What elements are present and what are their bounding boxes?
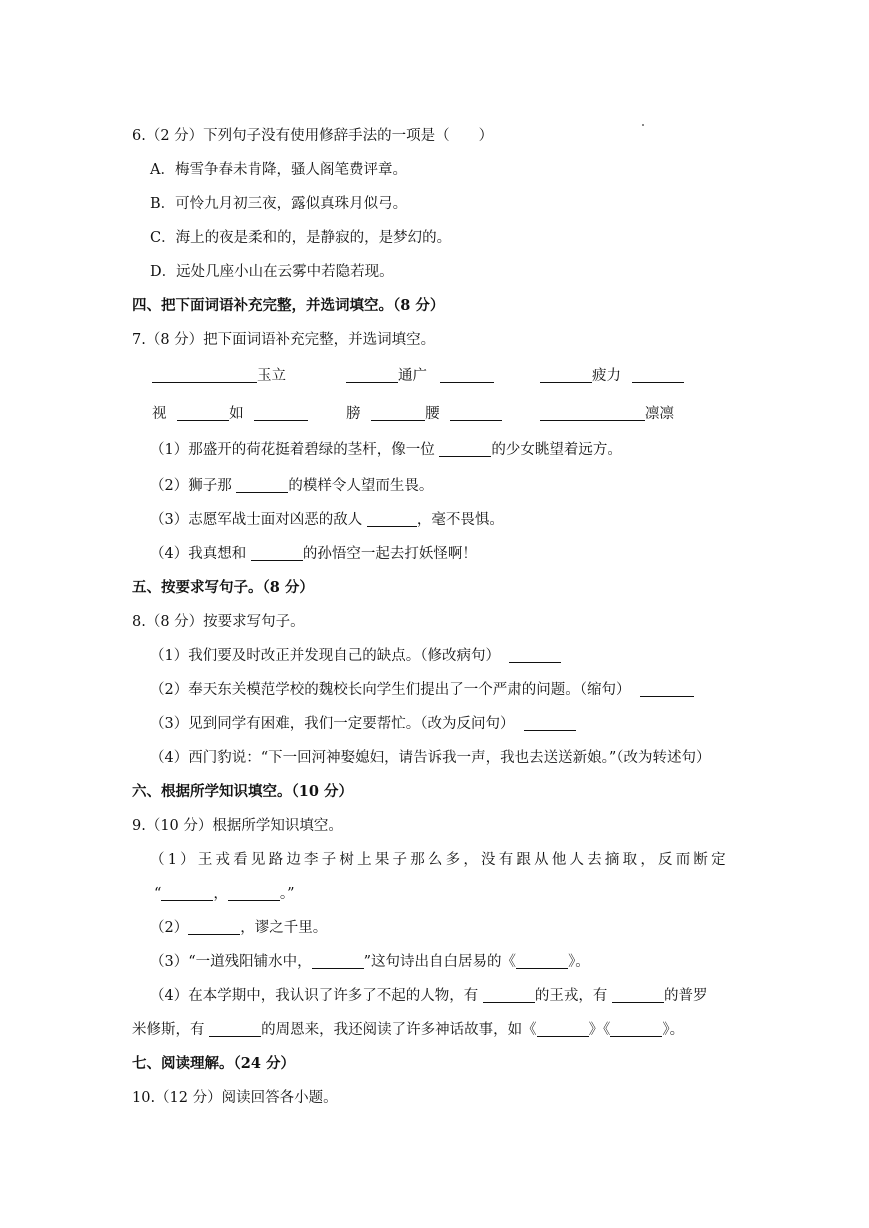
question-6-stem: 6.（2 分）下列句子没有使用修辞手法的一项是（ ） [132, 128, 494, 144]
answer-blank[interactable] [161, 886, 213, 901]
answer-blank[interactable] [610, 1022, 662, 1037]
question-10-stem: 10.（12 分）阅读回答各小题。 [132, 1090, 338, 1106]
answer-blank[interactable] [371, 406, 425, 421]
q7-item-4: （4）我真想和 的孙悟空一起去打妖怪啊！ [150, 546, 477, 562]
answer-blank[interactable] [640, 682, 694, 697]
q8-item-4: （4）西门豹说：“下一回河神娶媳妇，请告诉我一声，我也去送送新娘。”（改为转述句） [150, 750, 711, 766]
q6-option-d: D．远处几座小山在云雾中若隐若现。 [150, 264, 394, 280]
idiom-6: 凛凛 [540, 404, 674, 424]
idiom-1: 玉立 [152, 366, 286, 386]
q7-item-3: （3）志愿军战士面对凶恶的敌人 ，毫不畏惧。 [150, 512, 504, 528]
answer-blank[interactable] [228, 886, 280, 901]
q9-item-1-blanks: “ ， 。” [154, 886, 295, 902]
q9-item-4-cont: 米修斯，有 的周恩来，我还阅读了许多神话故事，如《 》《 》。 [132, 1022, 685, 1038]
section-7-heading: 七、阅读理解。（24 分） [132, 1055, 295, 1072]
idiom-4: 视 如 [152, 404, 308, 424]
answer-blank[interactable] [612, 988, 664, 1003]
answer-blank[interactable] [440, 368, 494, 383]
answer-blank[interactable] [152, 368, 257, 383]
answer-blank[interactable] [439, 442, 491, 457]
answer-blank[interactable] [524, 716, 576, 731]
question-8-stem: 8.（8 分）按要求写句子。 [132, 614, 305, 630]
q6-option-b: B．可怜九月初三夜，露似真珠月似弓。 [150, 196, 408, 212]
answer-blank[interactable] [346, 368, 398, 383]
answer-blank[interactable] [236, 478, 288, 493]
q9-item-3: （3）“一道残阳铺水中， ”这句诗出自白居易的《 》。 [150, 954, 590, 970]
idiom-5: 膀 腰 [346, 404, 502, 424]
answer-blank[interactable] [509, 648, 561, 663]
answer-blank[interactable] [537, 1022, 589, 1037]
q8-item-1: （1）我们要及时改正并发现自己的缺点。（修改病句） [150, 646, 561, 666]
section-4-heading: 四、把下面词语补充完整，并选词填空。（8 分） [132, 297, 445, 314]
scan-dot [642, 124, 644, 126]
q7-item-2: （2）狮子那 的模样令人望而生畏。 [150, 478, 434, 494]
answer-blank[interactable] [483, 988, 535, 1003]
answer-blank[interactable] [177, 406, 229, 421]
answer-blank[interactable] [254, 406, 308, 421]
q9-item-4: （4）在本学期中，我认识了许多了不起的人物，有 的王戎，有 的普罗 [150, 988, 708, 1004]
section-5-heading: 五、按要求写句子。（8 分） [132, 579, 314, 596]
section-6-heading: 六、根据所学知识填空。（10 分） [132, 783, 353, 800]
answer-blank[interactable] [632, 368, 684, 383]
q8-item-3: （3）见到同学有困难，我们一定要帮忙。（改为反问句） [150, 714, 576, 734]
answer-blank[interactable] [516, 954, 568, 969]
q9-item-2: （2） ，谬之千里。 [150, 920, 328, 936]
question-9-stem: 9.（10 分）根据所学知识填空。 [132, 818, 343, 834]
q6-option-c: C．海上的夜是柔和的，是静寂的，是梦幻的。 [150, 230, 452, 246]
q9-item-1: （1）王戎看见路边李子树上果子那么多，没有跟从他人去摘取，反而断定 [150, 852, 729, 868]
idiom-2: 通广 [346, 366, 494, 386]
answer-blank[interactable] [540, 406, 645, 421]
q8-item-2: （2）奉天东关模范学校的魏校长向学生们提出了一个严肃的问题。（缩句） [150, 680, 694, 700]
answer-blank[interactable] [450, 406, 502, 421]
answer-blank[interactable] [209, 1022, 261, 1037]
question-7-stem: 7.（8 分）把下面词语补充完整，并选词填空。 [132, 332, 436, 348]
answer-blank[interactable] [188, 920, 240, 935]
answer-blank[interactable] [312, 954, 364, 969]
q6-option-a: A．梅雪争春未肯降，骚人阁笔费评章。 [150, 162, 407, 178]
answer-blank[interactable] [367, 512, 417, 527]
q7-item-1: （1）那盛开的荷花挺着碧绿的茎杆，像一位 的少女眺望着远方。 [150, 442, 622, 458]
idiom-3: 疲力 [540, 366, 684, 386]
answer-blank[interactable] [251, 546, 303, 561]
answer-blank[interactable] [540, 368, 592, 383]
